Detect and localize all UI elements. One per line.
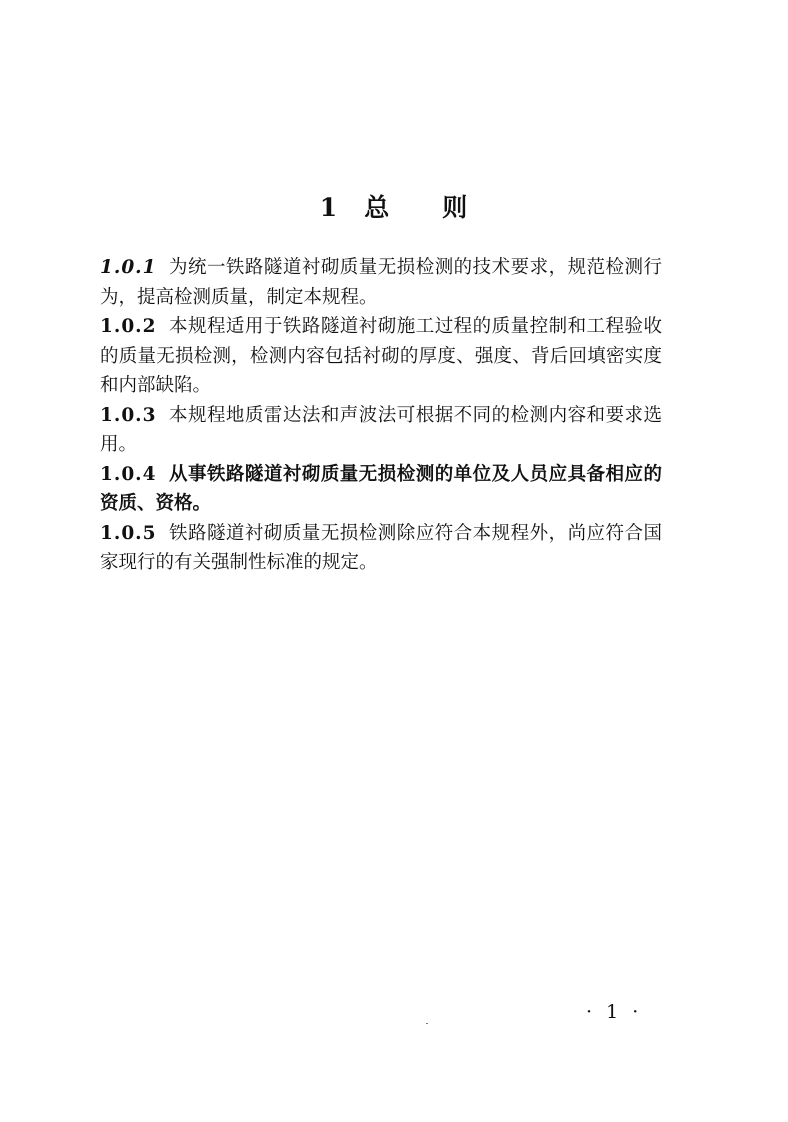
clause-number: 1.0.5 [100,522,157,544]
clause-1-0-1 [100,253,662,312]
clause-text: 本规程适用于铁路隧道衬砌施工过程的质量控制和工程验收的质量无损检测，检测内容包括衬砌的厚度、强度、背后回填密实度和内部缺陷。 [100,316,662,396]
chapter-title-char-1: 总 [364,193,391,222]
clause-text: 从事铁路隧道衬砌质量无损检测的单位及人员应具备相应的资质、资格。 [100,463,662,514]
clause-1-0-4 [100,460,662,519]
clause-text: 本规程地质雷达法和声波法可根据不同的检测内容和要求选用。 [100,404,662,455]
page-number: · 1 · [586,1001,643,1023]
clause-number: 1.0.3 [100,404,157,426]
clause-number: 1.0.2 [100,316,157,337]
clause-1-0-3 [100,401,662,460]
clause-1-0-5 [100,519,662,578]
chapter-title [0,188,788,224]
clause-number: 1.0.4 [100,463,157,485]
chapter-title-char-2: 则 [442,193,469,222]
clause-number: 1.0.1 [100,257,157,278]
clause-1-0-2 [100,312,662,401]
clause-text: 铁路隧道衬砌质量无损检测除应符合本规程外，尚应符合国家现行的有关强制性标准的规定。 [100,522,662,573]
clause-text: 为统一铁路隧道衬砌质量无损检测的技术要求，规范检测行为，提高检测质量，制定本规程。 [100,257,662,308]
chapter-number: 1 [319,193,339,222]
scan-speck [426,1023,428,1024]
chapter-body [100,253,662,578]
